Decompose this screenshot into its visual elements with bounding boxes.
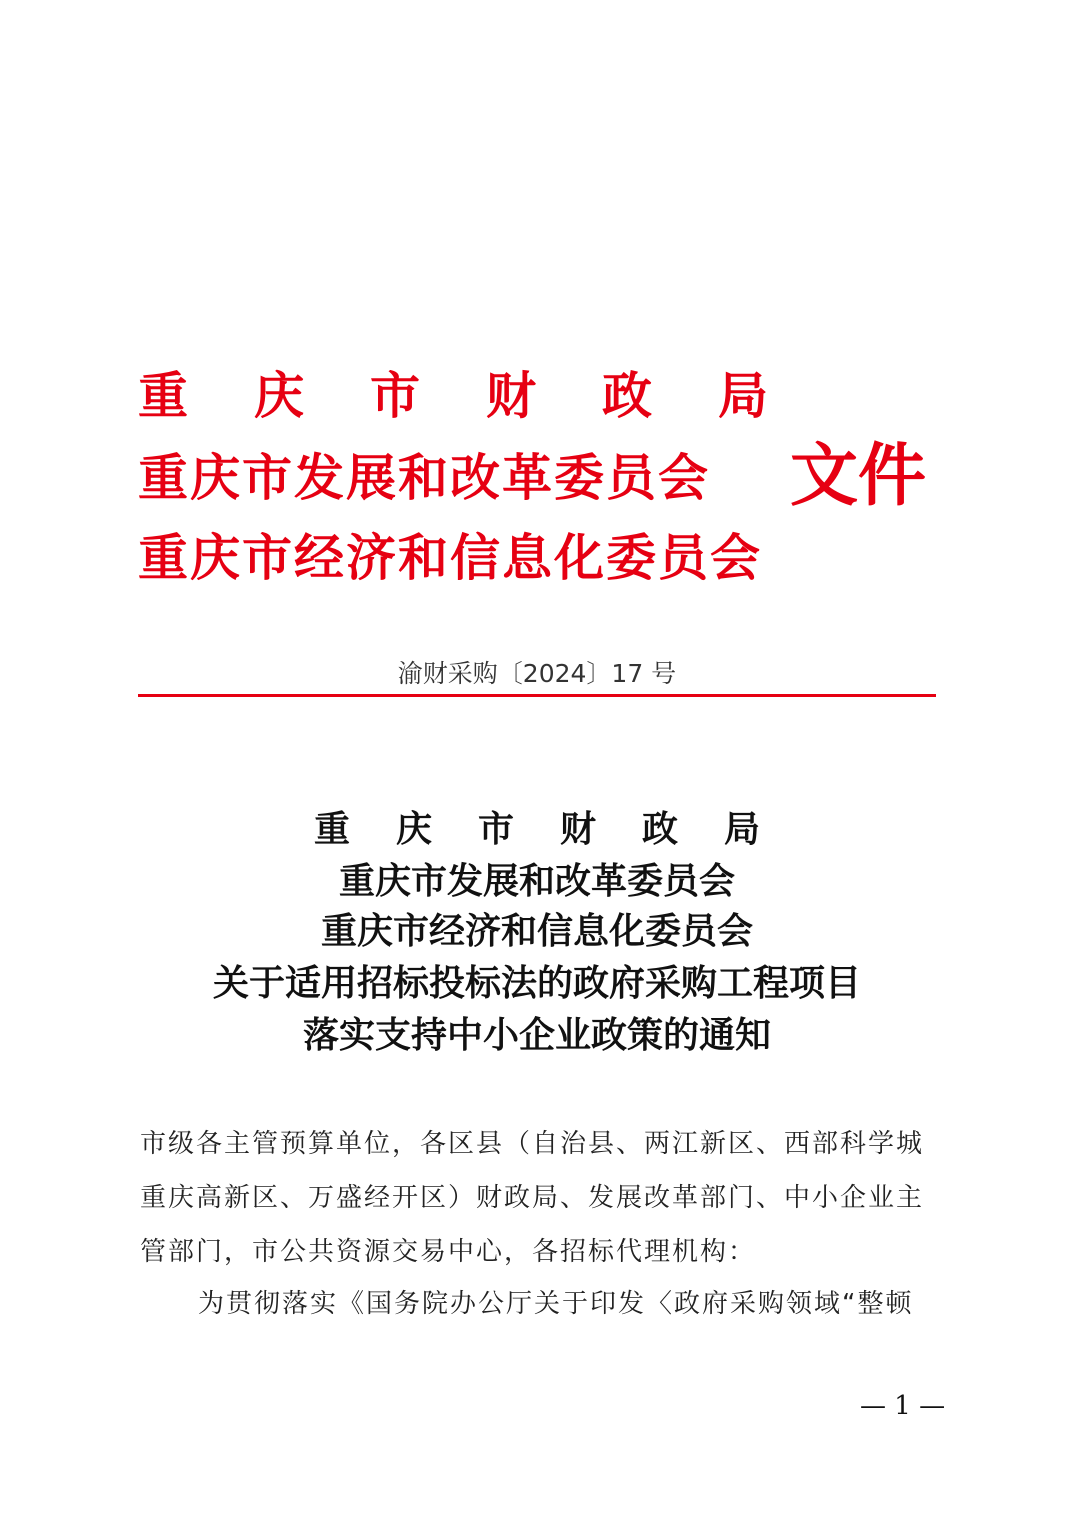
body-line-4: 为贯彻落实《国务院办公厅关于印发〈政府采购领域“整顿 <box>198 1289 914 1319</box>
body-line-1: 市级各主管预算单位，各区县（自治县、两江新区、西部科学城 <box>140 1129 925 1159</box>
document-number: 渝财采购〔2024〕17 号 <box>397 659 677 688</box>
body-line-2: 重庆高新区、万盛经开区）财政局、发展改革部门、中小企业主 <box>140 1183 925 1213</box>
title-line-3: 重庆市经济和信息化委员会 <box>320 910 753 952</box>
page-number: — 1 — <box>860 1391 946 1421</box>
title-line-5: 落实支持中小企业政策的通知 <box>302 1014 771 1056</box>
title-line-1: 重庆市财政局 <box>313 808 806 850</box>
issuer-finance-bureau: 重庆市财政局 <box>138 366 834 425</box>
document-word: 文件 <box>790 436 927 516</box>
body-line-3: 管部门，市公共资源交易中心，各招标代理机构： <box>140 1237 757 1267</box>
title-line-2: 重庆市发展和改革委员会 <box>338 860 735 902</box>
red-divider <box>138 694 936 697</box>
issuer-development-reform-commission: 重庆市发展和改革委员会 <box>138 448 710 507</box>
issuer-economy-info-commission: 重庆市经济和信息化委员会 <box>138 528 762 587</box>
title-line-4: 关于适用招标投标法的政府采购工程项目 <box>212 962 861 1004</box>
